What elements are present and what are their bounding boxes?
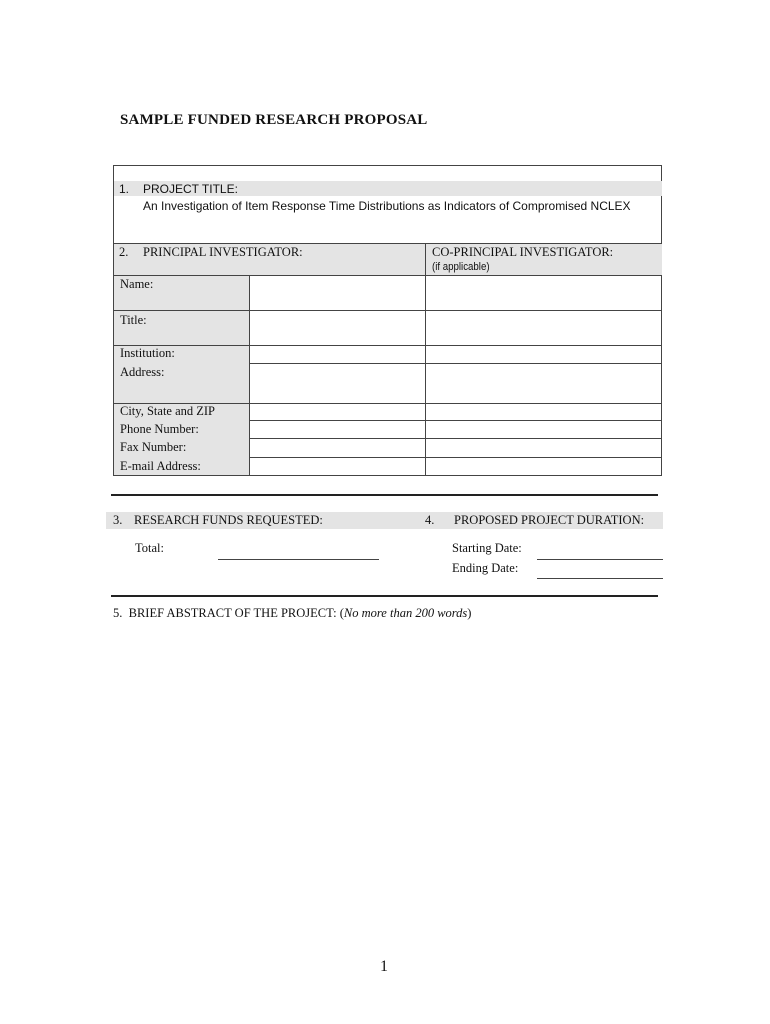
pi-email-field[interactable] — [250, 458, 425, 475]
divider — [113, 243, 662, 244]
total-label: Total: — [135, 541, 164, 555]
pi-fax-field[interactable] — [250, 439, 425, 457]
co-principal-note: (if applicable) — [432, 261, 490, 273]
row-label-title: Title: — [120, 313, 147, 327]
co-pi-name-field[interactable] — [426, 276, 662, 310]
co-pi-title-field[interactable] — [426, 311, 662, 345]
pi-phone-field[interactable] — [250, 421, 425, 438]
starting-date-field[interactable] — [537, 559, 663, 560]
co-pi-institution-field[interactable] — [426, 346, 662, 363]
document-title: SAMPLE FUNDED RESEARCH PROPOSAL — [120, 112, 428, 128]
research-funds-label: RESEARCH FUNDS REQUESTED: — [134, 513, 323, 527]
project-duration-label: PROPOSED PROJECT DURATION: — [454, 513, 645, 527]
abstract-label: BRIEF ABSTRACT OF THE PROJECT: ( — [128, 606, 344, 620]
project-title-label: PROJECT TITLE: — [143, 182, 238, 196]
abstract-close-paren: ) — [467, 606, 472, 620]
starting-date-label: Starting Date: — [452, 541, 522, 555]
co-principal-investigator-label: CO-PRINCIPAL INVESTIGATOR: — [432, 245, 614, 259]
co-pi-address-field[interactable] — [426, 364, 662, 403]
row-label-fax: Fax Number: — [120, 440, 187, 454]
row-label-name: Name: — [120, 277, 154, 291]
row-label-address: Address: — [120, 365, 165, 379]
row-label-institution: Institution: — [120, 346, 175, 360]
co-pi-email-field[interactable] — [426, 458, 662, 475]
project-title-value[interactable]: An Investigation of Item Response Time Distributions as Indicators of Compromised NCLEX — [143, 199, 631, 213]
co-pi-city-field[interactable] — [426, 404, 662, 420]
row-label-phone: Phone Number: — [120, 422, 199, 436]
pi-address-field[interactable] — [250, 364, 425, 403]
total-field[interactable] — [218, 559, 379, 560]
section-divider-rule — [111, 595, 658, 597]
row-label-email: E-mail Address: — [120, 459, 201, 473]
abstract-word-limit: No more than 200 words — [343, 606, 468, 620]
pi-institution-field[interactable] — [250, 346, 425, 363]
section2-number: 2. — [119, 245, 129, 259]
section5-number: 5. — [113, 606, 123, 620]
pi-city-field[interactable] — [250, 404, 425, 420]
section1-number: 1. — [119, 182, 130, 196]
section3-number: 3. — [113, 513, 123, 527]
section4-number: 4. — [425, 513, 435, 527]
row-label-city: City, State and ZIP — [120, 404, 216, 418]
ending-date-label: Ending Date: — [452, 561, 519, 575]
abstract-field[interactable] — [113, 628, 662, 928]
co-pi-fax-field[interactable] — [426, 439, 662, 457]
page-number: 1 — [380, 958, 388, 975]
ending-date-field[interactable] — [537, 578, 663, 579]
section5-heading — [113, 606, 471, 621]
co-pi-phone-field[interactable] — [426, 421, 662, 438]
principal-investigator-label: PRINCIPAL INVESTIGATOR: — [143, 245, 303, 259]
section-divider-rule — [111, 494, 658, 496]
pi-title-field[interactable] — [250, 311, 425, 345]
pi-name-field[interactable] — [250, 276, 425, 310]
